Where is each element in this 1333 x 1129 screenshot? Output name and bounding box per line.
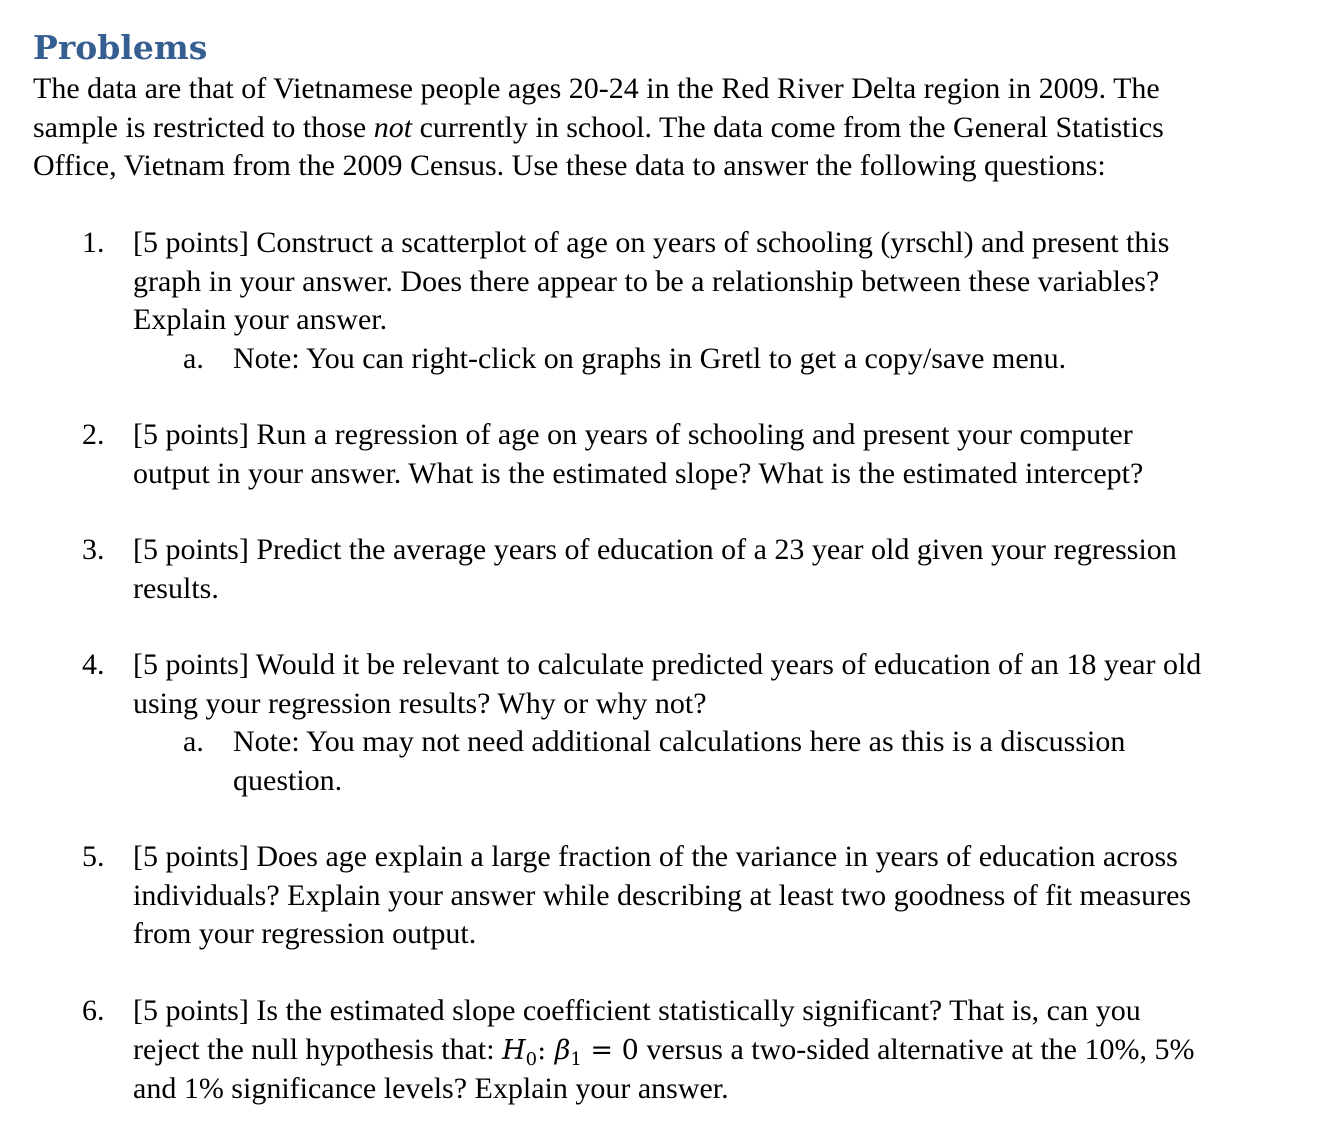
question-number: 2. <box>82 418 105 451</box>
intro-line: Office, Vietnam from the 2009 Census. Use these data to answer the following questions: <box>33 149 1106 182</box>
question-line: output in your answer. What is the estimated slope? What is the estimated intercept? <box>133 456 1144 490</box>
question-number: 4. <box>82 648 105 681</box>
question-body <box>133 646 1328 723</box>
math-h: H <box>502 1034 526 1066</box>
sub-item-line: Note: You can right-click on graphs in Gretl to get a copy/save menu. <box>233 341 1067 375</box>
question-number: 1. <box>82 226 105 259</box>
question-body <box>133 992 1328 1109</box>
sub-item-letter: a. <box>183 725 204 758</box>
question-text: versus a two-sided alternative at the 10%, 5% <box>638 1032 1195 1066</box>
question-body <box>133 416 1328 493</box>
question-number: 5. <box>82 840 105 873</box>
question-line: [5 points] Does age explain a large fraction of the variance in years of education across <box>133 840 1178 873</box>
math-subscript: 1 <box>570 1048 582 1070</box>
intro-line: The data are that of Vietnamese people ages 20-24 in the Red River Delta region in 2009. The <box>33 72 1160 105</box>
emphasis-not: not <box>373 110 413 144</box>
sub-item-letter: a. <box>183 341 204 375</box>
question-number: 6. <box>82 994 105 1027</box>
question-line: and 1% significance levels? Explain your answer. <box>133 1072 729 1105</box>
intro-line <box>33 109 1313 148</box>
math-equals: = 0 <box>581 1034 639 1066</box>
question-body <box>133 838 1328 954</box>
question-line: results. <box>133 571 219 605</box>
question-line: [5 points] Run a regression of age on years of schooling and present your computer <box>133 418 1133 451</box>
intro-text: sample is restricted to those <box>33 110 374 144</box>
sub-item-text <box>233 723 1313 800</box>
question-line: [5 points] Predict the average years of education of a 23 year old given your regression <box>133 533 1177 566</box>
question-text: reject the null hypothesis that: <box>133 1032 503 1066</box>
question-body <box>133 224 1328 340</box>
question-number: 3. <box>82 533 105 566</box>
question-line: individuals? Explain your answer while describing at least two goodness of fit measures <box>133 878 1192 912</box>
intro-paragraph <box>33 70 1313 186</box>
question-line: using your regression results? Why or why not? <box>133 686 707 720</box>
math-colon: : <box>537 1034 555 1066</box>
intro-text: currently in school. The data come from the General Statistics <box>412 110 1164 144</box>
question-line: [5 points] Is the estimated slope coefficient statistically significant? That is, can you <box>133 994 1141 1027</box>
page-title: Problems <box>33 28 208 67</box>
question-line: [5 points] Would it be relevant to calculate predicted years of education of an 18 year old <box>133 648 1202 681</box>
sub-item-line: question. <box>233 763 343 797</box>
math-subscript: 0 <box>525 1048 538 1070</box>
sub-item-text <box>233 340 1313 379</box>
question-body <box>133 531 1328 608</box>
question-line: graph in your answer. Does there appear to be a relationship between these variables? <box>133 264 1160 298</box>
math-beta: β <box>554 1034 571 1066</box>
sub-item-line: Note: You may not need additional calculations here as this is a discussion <box>233 725 1126 758</box>
null-hypothesis-formula <box>502 1034 639 1070</box>
question-line: [5 points] Construct a scatterplot of age on years of schooling (yrschl) and present this <box>133 226 1170 259</box>
question-line: from your regression output. <box>133 917 477 950</box>
question-line: Explain your answer. <box>133 303 388 336</box>
question-line <box>133 1031 1328 1071</box>
